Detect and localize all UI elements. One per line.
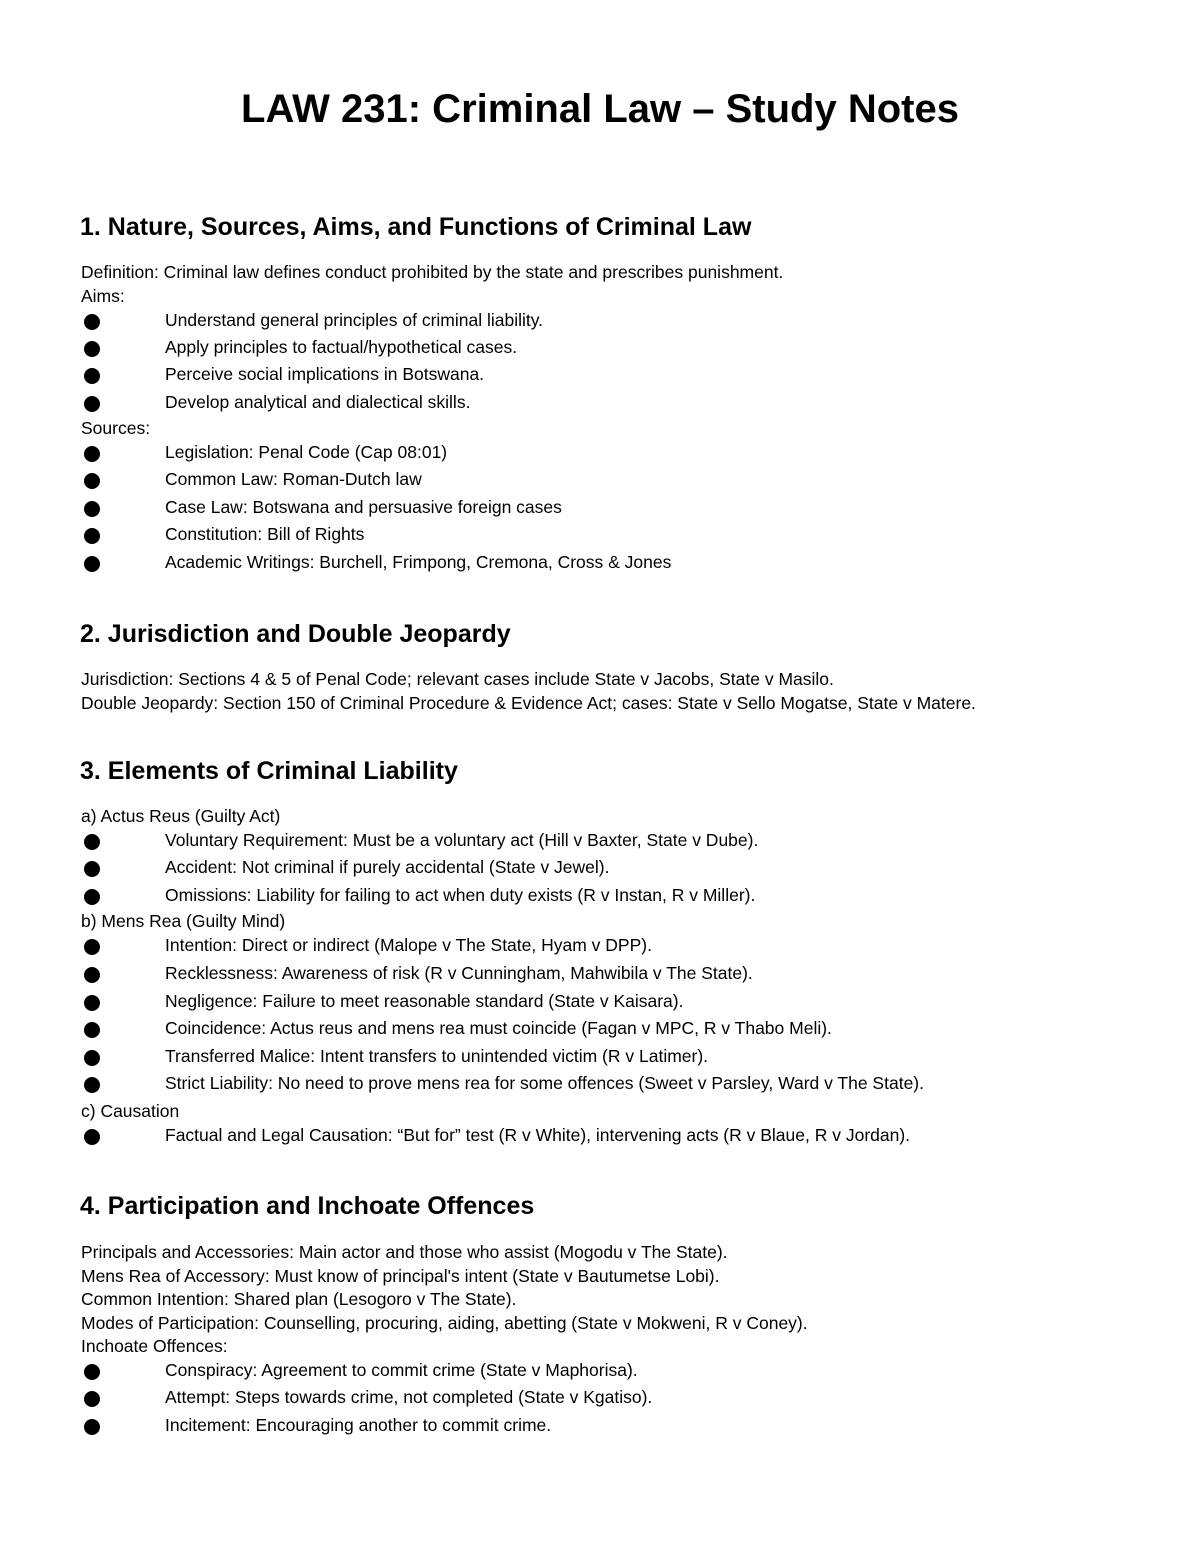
sources-item: [83, 468, 1183, 492]
bullet-icon: [84, 501, 100, 517]
definition-line: Definition: Criminal law defines conduct prohibited by the state and prescribes punishment.: [81, 262, 784, 282]
bullet-icon: [84, 1419, 100, 1435]
mens-rea-item-text: Coincidence: Actus reus and mens rea must coincide (Fagan v MPC, R v Thabo Meli).: [165, 1018, 832, 1038]
sources-label: Sources:: [81, 418, 151, 438]
inchoate-item-text: Incitement: Encouraging another to commit crime.: [165, 1415, 552, 1435]
bullet-icon: [84, 1391, 100, 1407]
sources-item: [83, 523, 1183, 547]
causation-item: [83, 1124, 1183, 1148]
aims-item: [83, 391, 1183, 415]
double-jeopardy-line: Double Jeopardy: Section 150 of Criminal Procedure & Evidence Act; cases: State v Sello Mogatse, State v Matere.: [81, 693, 976, 713]
bullet-icon: [84, 1022, 100, 1038]
bullet-icon: [84, 889, 100, 905]
aims-item-text: Understand general principles of criminal liability.: [165, 310, 544, 330]
bullet-icon: [84, 967, 100, 983]
sources-item-text: Legislation: Penal Code (Cap 08:01): [165, 442, 448, 462]
mens-rea-item-text: Transferred Malice: Intent transfers to unintended victim (R v Latimer).: [165, 1046, 709, 1066]
actus-reus-item: [83, 856, 1183, 880]
principals-line: Principals and Accessories: Main actor and those who assist (Mogodu v The State).: [81, 1242, 728, 1262]
sources-item-text: Common Law: Roman-Dutch law: [165, 469, 422, 489]
aims-item: [83, 336, 1183, 360]
mens-rea-item: [83, 1017, 1183, 1041]
sources-item: [83, 551, 1183, 575]
bullet-icon: [84, 1077, 100, 1093]
bullet-icon: [84, 473, 100, 489]
mens-rea-item-text: Negligence: Failure to meet reasonable standard (State v Kaisara).: [165, 991, 684, 1011]
mens-rea-label: b) Mens Rea (Guilty Mind): [81, 911, 286, 931]
aims-item: [83, 363, 1183, 387]
actus-reus-item-text: Omissions: Liability for failing to act when duty exists (R v Instan, R v Miller).: [165, 885, 756, 905]
aims-label: Aims:: [81, 286, 125, 306]
inchoate-item-text: Attempt: Steps towards crime, not completed (State v Kgatiso).: [165, 1387, 653, 1407]
aims-item-text: Develop analytical and dialectical skills.: [165, 392, 471, 412]
mens-rea-item: [83, 990, 1183, 1014]
mens-rea-item: [83, 1072, 1183, 1096]
aims-item-text: Perceive social implications in Botswana.: [165, 364, 485, 384]
actus-reus-item: [83, 884, 1183, 908]
mens-rea-accessory-line: Mens Rea of Accessory: Must know of principal's intent (State v Bautumetse Lobi).: [81, 1266, 720, 1286]
inchoate-label: Inchoate Offences:: [81, 1336, 228, 1356]
actus-reus-item: [83, 829, 1183, 853]
mens-rea-item-text: Strict Liability: No need to prove mens rea for some offences (Sweet v Parsley, Ward v The State).: [165, 1073, 924, 1093]
section-1-heading: 1. Nature, Sources, Aims, and Functions of Criminal Law: [80, 213, 752, 241]
aims-item: [83, 309, 1183, 333]
common-intention-line: Common Intention: Shared plan (Lesogoro v The State).: [81, 1289, 517, 1309]
bullet-icon: [84, 1129, 100, 1145]
mens-rea-item: [83, 1045, 1183, 1069]
mens-rea-item: [83, 962, 1183, 986]
bullet-icon: [84, 1364, 100, 1380]
bullet-icon: [84, 556, 100, 572]
bullet-icon: [84, 314, 100, 330]
bullet-icon: [84, 1050, 100, 1066]
actus-reus-label: a) Actus Reus (Guilty Act): [81, 806, 281, 826]
inchoate-item: [83, 1386, 1183, 1410]
sources-item-text: Academic Writings: Burchell, Frimpong, Cremona, Cross & Jones: [165, 552, 672, 572]
sources-item: [83, 496, 1183, 520]
bullet-icon: [84, 446, 100, 462]
section-2-heading: 2. Jurisdiction and Double Jeopardy: [80, 620, 511, 648]
bullet-icon: [84, 939, 100, 955]
mens-rea-item-text: Intention: Direct or indirect (Malope v The State, Hyam v DPP).: [165, 935, 652, 955]
document-title: LAW 231: Criminal Law – Study Notes: [241, 87, 959, 131]
sources-item-text: Constitution: Bill of Rights: [165, 524, 365, 544]
mens-rea-item-text: Recklessness: Awareness of risk (R v Cunningham, Mahwibila v The State).: [165, 963, 753, 983]
bullet-icon: [84, 368, 100, 384]
bullet-icon: [84, 995, 100, 1011]
sources-item: [83, 441, 1183, 465]
bullet-icon: [84, 341, 100, 357]
mens-rea-item: [83, 934, 1183, 958]
inchoate-item: [83, 1359, 1183, 1383]
sources-item-text: Case Law: Botswana and persuasive foreign cases: [165, 497, 562, 517]
bullet-icon: [84, 396, 100, 412]
section-3-heading: 3. Elements of Criminal Liability: [80, 757, 458, 785]
bullet-icon: [84, 861, 100, 877]
bullet-icon: [84, 528, 100, 544]
jurisdiction-line: Jurisdiction: Sections 4 & 5 of Penal Code; relevant cases include State v Jacobs, State v Masilo.: [81, 669, 834, 689]
aims-item-text: Apply principles to factual/hypothetical cases.: [165, 337, 518, 357]
bullet-icon: [84, 834, 100, 850]
causation-label: c) Causation: [81, 1101, 180, 1121]
inchoate-item: [83, 1414, 1183, 1438]
actus-reus-item-text: Voluntary Requirement: Must be a voluntary act (Hill v Baxter, State v Dube).: [165, 830, 759, 850]
causation-item-text: Factual and Legal Causation: “But for” test (R v White), intervening acts (R v Blaue, R v Jordan).: [165, 1125, 911, 1145]
actus-reus-item-text: Accident: Not criminal if purely accidental (State v Jewel).: [165, 857, 610, 877]
section-4-heading: 4. Participation and Inchoate Offences: [80, 1192, 535, 1220]
inchoate-item-text: Conspiracy: Agreement to commit crime (State v Maphorisa).: [165, 1360, 638, 1380]
modes-line: Modes of Participation: Counselling, procuring, aiding, abetting (State v Mokweni, R v Coney).: [81, 1313, 808, 1333]
